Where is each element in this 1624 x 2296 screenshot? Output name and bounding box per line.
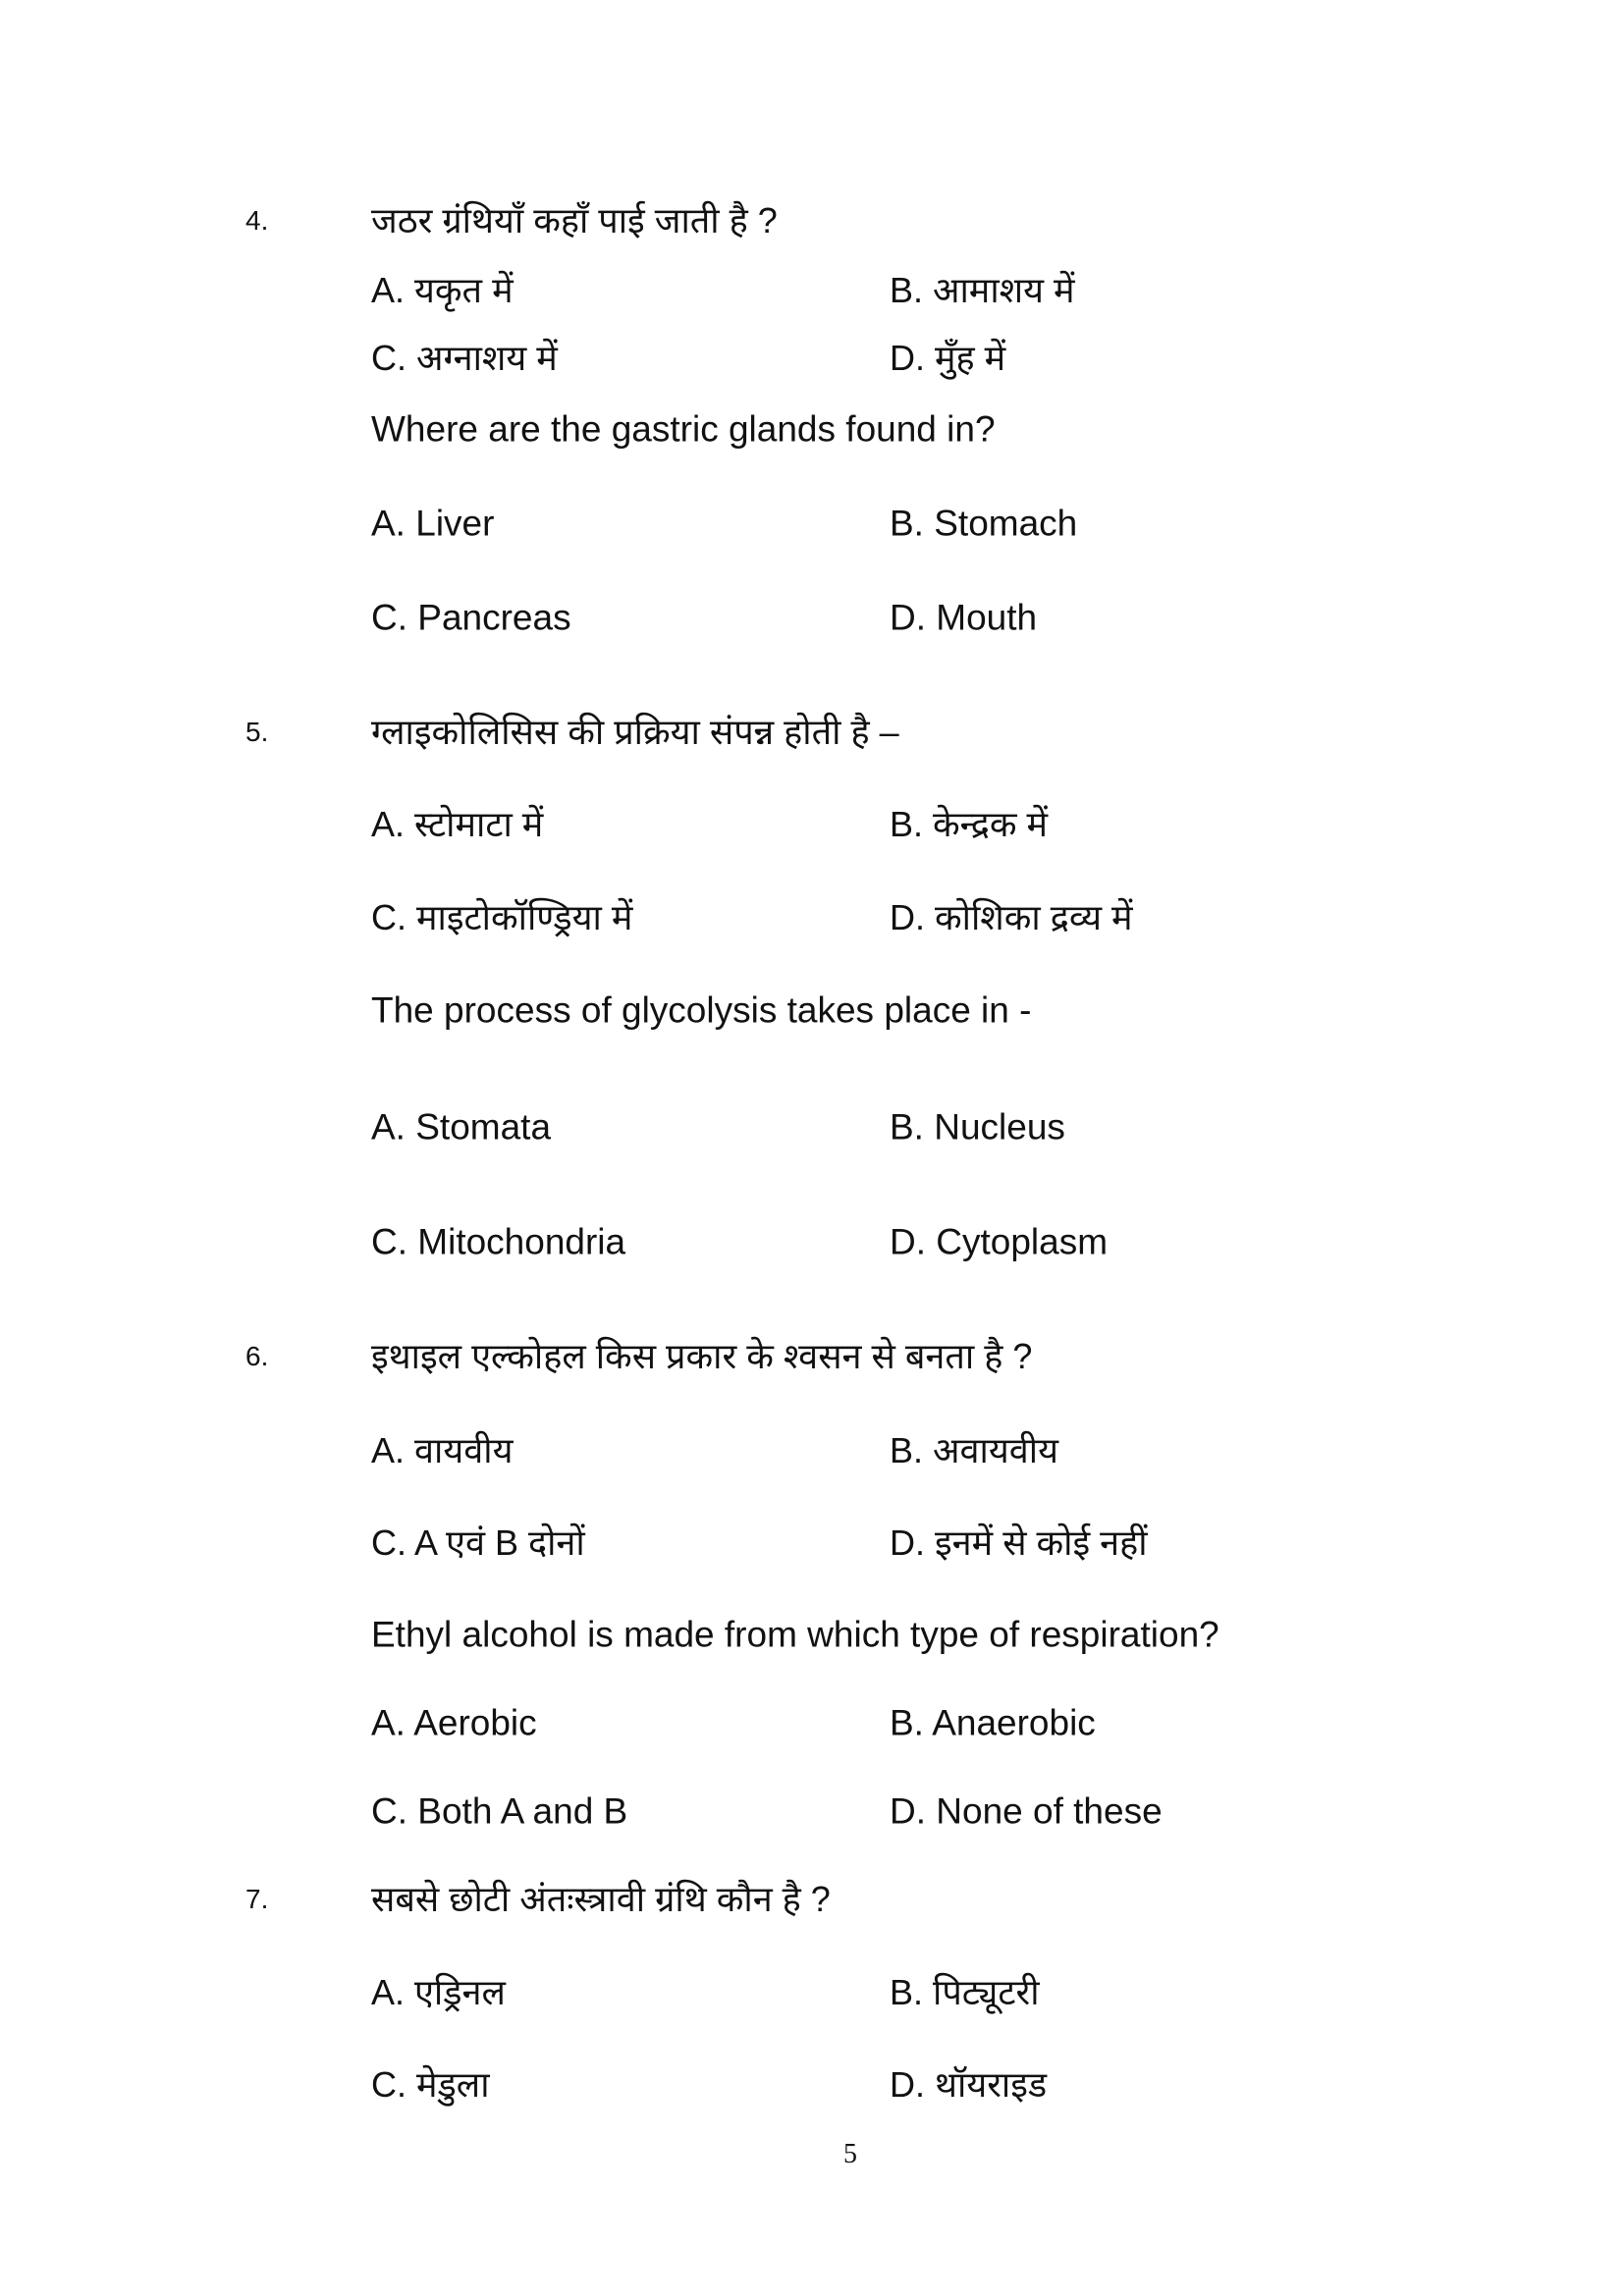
page-number: 5 [843,2139,857,2169]
question-text-hindi: ग्लाइकोलिसिस की प्रक्रिया संपन्न होती है – [371,712,899,752]
option-c-english: C. Pancreas [371,597,571,638]
question-text-english: The process of glycolysis takes place in - [371,989,1032,1031]
option-a-hindi: A. स्टोमाटा में [371,804,544,844]
option-c-hindi: C. मेडुला [371,2064,490,2105]
question-text-hindi: सबसे छोटी अंतःस्त्रावी ग्रंथि कौन है ? [371,1879,831,1919]
question-text-hindi: जठर ग्रंथियाँ कहाँ पाई जाती है ? [371,200,778,240]
option-a-english: A. Stomata [371,1106,552,1148]
option-c-hindi: C. माइटोकॉण्ड्रिया में [371,897,633,937]
option-a-hindi: A. वायवीय [371,1430,514,1470]
question-text-english: Ethyl alcohol is made from which type of respiration? [371,1614,1219,1655]
option-b-hindi: B. केन्द्रक में [890,804,1049,844]
question-number: 6. [245,1341,269,1371]
question-number: 5. [245,717,269,747]
question-text-hindi: इथाइल एल्कोहल किस प्रकार के श्वसन से बनता है ? [371,1336,1033,1376]
option-d-hindi: D. कोशिका द्रव्य में [890,897,1133,937]
question-number: 7. [245,1884,269,1914]
option-d-english: D. Cytoplasm [890,1221,1109,1262]
option-b-english: B. Stomach [890,503,1078,544]
option-d-english: D. None of these [890,1790,1163,1832]
option-b-hindi: B. अवायवीय [890,1430,1058,1470]
option-a-hindi: A. एड्रिनल [371,1972,506,2012]
option-d-hindi: D. इनमें से कोई नहीं [890,1522,1148,1563]
option-a-hindi: A. यकृत में [371,270,514,310]
question-text-english: Where are the gastric glands found in? [371,408,996,450]
option-c-english: C. Both A and B [371,1790,628,1832]
option-b-hindi: B. पिट्यूटरी [890,1972,1040,2012]
option-b-english: B. Nucleus [890,1106,1065,1148]
option-a-english: A. Liver [371,503,495,544]
option-d-english: D. Mouth [890,597,1038,638]
option-b-english: B. Anaerobic [890,1702,1096,1743]
option-a-english: A. Aerobic [371,1702,537,1743]
option-d-hindi: D. थॉयराइड [890,2064,1048,2105]
option-c-hindi: C. A एवं B दोनों [371,1522,585,1563]
option-d-hindi: D. मुँह में [890,338,1006,378]
option-c-hindi: C. अग्नाशय में [371,338,558,378]
option-c-english: C. Mitochondria [371,1221,626,1262]
question-number: 4. [245,205,269,236]
option-b-hindi: B. आमाशय में [890,270,1075,310]
